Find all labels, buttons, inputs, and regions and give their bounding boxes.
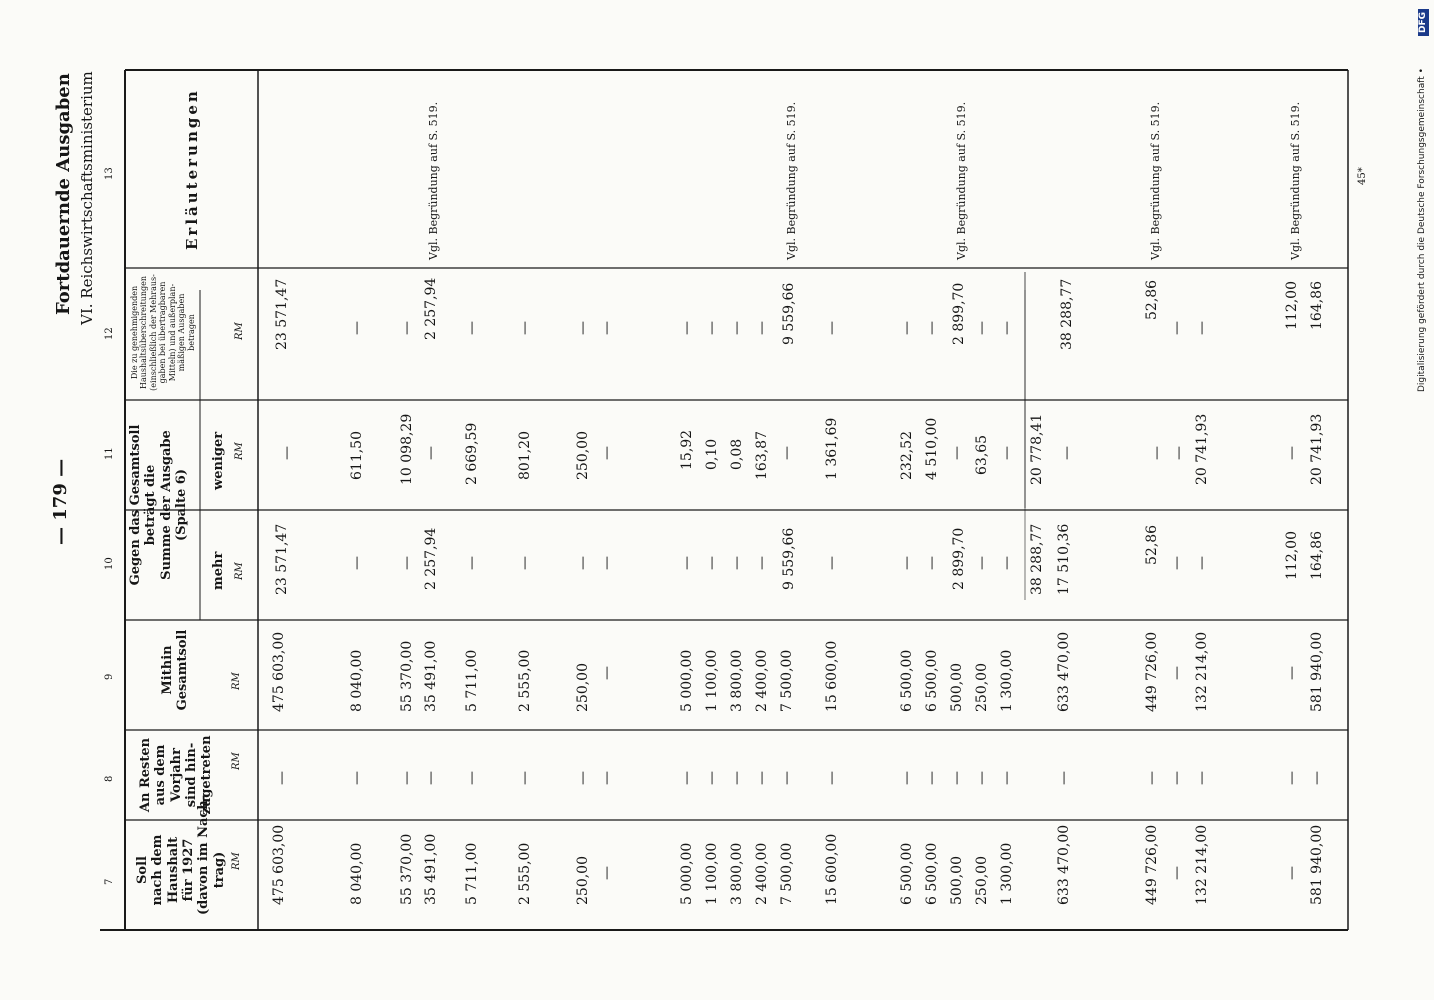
cell-col8: — xyxy=(704,771,720,785)
cell-col8: — xyxy=(349,771,365,785)
cell-col8: — xyxy=(1284,771,1300,785)
cell-col10: — xyxy=(754,556,770,570)
cell-col7: 2 400,00 xyxy=(754,842,770,905)
cell-col9: 5 000,00 xyxy=(679,649,695,712)
cell-col12: — xyxy=(824,321,840,335)
cell-col7: 250,00 xyxy=(575,856,591,905)
cell-col8: — xyxy=(399,771,415,785)
cell-col7: 1 100,00 xyxy=(704,842,720,905)
cell-col12: 38 288,77 xyxy=(1059,278,1075,350)
cell-col7: 8 040,00 xyxy=(349,842,365,905)
cell-col7: 2 555,00 xyxy=(517,842,533,905)
cell-col11: 15,92 xyxy=(679,429,695,470)
cell-col12: 164,86 xyxy=(1309,281,1325,330)
cell-col10: — xyxy=(349,556,365,570)
cell-col12: 23 571,47 xyxy=(274,278,290,350)
cell-col12: — xyxy=(974,321,990,335)
column-number-13: 13 xyxy=(104,167,115,180)
cell-col11: 801,20 xyxy=(517,431,533,480)
note-begruendung: Vgl. Begründung auf S. 519. xyxy=(785,101,798,260)
cell-col10: 23 571,47 xyxy=(274,523,290,595)
cell-col7: 581 940,00 xyxy=(1309,824,1325,905)
cell-col9: 2 555,00 xyxy=(517,649,533,712)
cell-col11: 20 778,41 xyxy=(1029,413,1045,485)
header-ueberschreitungen: Die zu genehmigenden Haushaltsüberschreitungen (einschließlich der Mehraus- gaben bei übertragbaren Mitteln) und außerplan- mäßigen Ausgaben betragen xyxy=(130,274,196,391)
cell-col7: 6 500,00 xyxy=(899,842,915,905)
cell-col8: — xyxy=(949,771,965,785)
cell-col7: 5 000,00 xyxy=(679,842,695,905)
cell-col8: — xyxy=(274,771,290,785)
cell-col7: — xyxy=(1284,866,1300,880)
cell-col7: 250,00 xyxy=(974,856,990,905)
cell-col8: — xyxy=(729,771,745,785)
cell-col8: — xyxy=(779,771,795,785)
cell-col9: 5 711,00 xyxy=(464,649,480,712)
cell-col11: — xyxy=(1149,446,1165,460)
column-number-12: 12 xyxy=(104,327,115,340)
cell-col11: 10 098,29 xyxy=(399,413,415,485)
cell-col10: — xyxy=(729,556,745,570)
cell-col12: — xyxy=(999,321,1015,335)
cell-col9: 633 470,00 xyxy=(1056,631,1072,712)
cell-col10: — xyxy=(704,556,720,570)
cell-col10: 17 510,36 xyxy=(1056,523,1072,595)
cell-col10: — xyxy=(399,556,415,570)
cell-col10: — xyxy=(974,556,990,570)
cell-col11: 2 669,59 xyxy=(464,422,480,485)
cell-col10: 52,86 xyxy=(1144,524,1160,565)
cell-col12: — xyxy=(575,321,591,335)
cell-col10: 164,86 xyxy=(1309,531,1325,580)
cell-col10: 2 899,70 xyxy=(951,527,967,590)
cell-col11: — xyxy=(1059,446,1075,460)
cell-col9: 35 491,00 xyxy=(423,640,439,712)
cell-col8: — xyxy=(599,771,615,785)
cell-col10: — xyxy=(1194,556,1210,570)
cell-col8: — xyxy=(1144,771,1160,785)
cell-col11: 0,08 xyxy=(729,438,745,470)
cell-col8: — xyxy=(754,771,770,785)
cell-col8: — xyxy=(899,771,915,785)
cell-col9: 132 214,00 xyxy=(1194,631,1210,712)
cell-col11: — xyxy=(1284,446,1300,460)
cell-col9: 7 500,00 xyxy=(779,649,795,712)
column-number-11: 11 xyxy=(104,447,115,460)
column-number-9: 9 xyxy=(104,673,115,680)
cell-col10: — xyxy=(517,556,533,570)
cell-col11: — xyxy=(279,446,295,460)
cell-col7: 15 600,00 xyxy=(824,833,840,905)
note-begruendung: Vgl. Begründung auf S. 519. xyxy=(955,101,968,260)
cell-col9: 6 500,00 xyxy=(899,649,915,712)
cell-col9: 1 100,00 xyxy=(704,649,720,712)
cell-col7: 1 300,00 xyxy=(999,842,1015,905)
cell-col7: — xyxy=(599,866,615,880)
unit-label-8: RM xyxy=(231,752,242,770)
footnote-mark: 45* xyxy=(1357,167,1368,185)
cell-col9: 581 940,00 xyxy=(1309,631,1325,712)
dfg-logo: DFG xyxy=(1418,9,1429,36)
cell-col8: — xyxy=(999,771,1015,785)
column-number-8: 8 xyxy=(104,775,115,782)
unit-label-9: RM xyxy=(231,672,242,690)
cell-col11: — xyxy=(423,446,439,460)
header-mehr: mehr xyxy=(211,551,226,590)
cell-col8: — xyxy=(679,771,695,785)
digitization-note: Digitalisierung gefördert durch die Deutsche Forschungsgemeinschaft • xyxy=(1417,68,1427,392)
cell-col11: 20 741,93 xyxy=(1309,413,1325,485)
cell-col11: — xyxy=(779,446,795,460)
cell-col7: 35 491,00 xyxy=(423,833,439,905)
cell-col8: — xyxy=(1194,771,1210,785)
note-begruendung: Vgl. Begründung auf S. 519. xyxy=(427,101,440,260)
cell-col8: — xyxy=(1169,771,1185,785)
cell-col10: — xyxy=(1169,556,1185,570)
cell-col7: 475 603,00 xyxy=(271,824,287,905)
unit-label-10: RM xyxy=(234,562,245,580)
cell-col11: — xyxy=(599,446,615,460)
cell-col12: — xyxy=(924,321,940,335)
cell-col8: — xyxy=(1309,771,1325,785)
unit-label-12: RM xyxy=(234,322,245,340)
cell-col7: 449 726,00 xyxy=(1144,824,1160,905)
cell-col10: 38 288,77 xyxy=(1029,523,1045,595)
cell-col12: — xyxy=(1169,321,1185,335)
cell-col12: — xyxy=(517,321,533,335)
cell-col8: — xyxy=(1056,771,1072,785)
cell-col11: — xyxy=(1171,446,1187,460)
cell-col11: 0,10 xyxy=(704,438,720,470)
ministry-title: VI. Reichswirtschaftsministerium xyxy=(78,71,96,325)
cell-col8: — xyxy=(824,771,840,785)
cell-col8: — xyxy=(974,771,990,785)
cell-col10: — xyxy=(999,556,1015,570)
cell-col9: 250,00 xyxy=(974,663,990,712)
cell-col12: — xyxy=(349,321,365,335)
unit-label-7: RM xyxy=(231,852,242,870)
cell-col9: 1 300,00 xyxy=(999,649,1015,712)
header-gesamtsoll: Mithin Gesamtsoll xyxy=(160,629,191,711)
cell-col10: — xyxy=(824,556,840,570)
cell-col12: 2 257,94 xyxy=(423,277,439,340)
cell-col10: — xyxy=(899,556,915,570)
cell-col12: — xyxy=(754,321,770,335)
cell-col12: — xyxy=(464,321,480,335)
cell-col7: 7 500,00 xyxy=(779,842,795,905)
note-begruendung: Vgl. Begründung auf S. 519. xyxy=(1289,101,1302,260)
cell-col10: — xyxy=(575,556,591,570)
cell-col9: 55 370,00 xyxy=(399,640,415,712)
cell-col7: 3 800,00 xyxy=(729,842,745,905)
cell-col12: 2 899,70 xyxy=(951,282,967,345)
cell-col9: — xyxy=(1169,666,1185,680)
cell-col12: — xyxy=(1194,321,1210,335)
cell-col7: 6 500,00 xyxy=(924,842,940,905)
cell-col8: — xyxy=(575,771,591,785)
cell-col10: 2 257,94 xyxy=(423,527,439,590)
cell-col7: 5 711,00 xyxy=(464,842,480,905)
cell-col9: 2 400,00 xyxy=(754,649,770,712)
cell-col10: 9 559,66 xyxy=(781,527,797,590)
cell-col11: — xyxy=(949,446,965,460)
unit-label-11: RM xyxy=(234,442,245,460)
cell-col10: — xyxy=(464,556,480,570)
cell-col8: — xyxy=(464,771,480,785)
cell-col12: — xyxy=(679,321,695,335)
cell-col7: — xyxy=(1169,866,1185,880)
cell-col10: — xyxy=(679,556,695,570)
cell-col8: — xyxy=(924,771,940,785)
cell-col12: 112,00 xyxy=(1284,281,1300,330)
cell-col9: — xyxy=(1284,666,1300,680)
cell-col10: 112,00 xyxy=(1284,531,1300,580)
header-weniger: weniger xyxy=(211,431,226,490)
cell-col11: 250,00 xyxy=(575,431,591,480)
cell-col9: 449 726,00 xyxy=(1144,631,1160,712)
cell-col12: — xyxy=(899,321,915,335)
cell-col9: 3 800,00 xyxy=(729,649,745,712)
cell-col12: 9 559,66 xyxy=(781,282,797,345)
header-erlaeuterungen: Erläuterungen xyxy=(183,88,201,250)
header-reste: An Resten aus dem Vorjahr sind hin- zugetreten xyxy=(138,735,215,815)
cell-col11: 20 741,93 xyxy=(1194,413,1210,485)
cell-col10: — xyxy=(599,556,615,570)
header-soll: Soll nach dem Haushalt für 1927 (davon im Nach- trag) xyxy=(135,794,227,915)
cell-col12: — xyxy=(599,321,615,335)
cell-col9: 15 600,00 xyxy=(824,640,840,712)
column-number-10: 10 xyxy=(104,557,115,570)
cell-col7: 132 214,00 xyxy=(1194,824,1210,905)
column-number-7: 7 xyxy=(104,878,115,885)
cell-col11: 232,52 xyxy=(899,431,915,480)
cell-col11: 1 361,69 xyxy=(824,417,840,480)
cell-col9: 250,00 xyxy=(575,663,591,712)
cell-col11: 63,65 xyxy=(974,434,990,475)
cell-col9: 500,00 xyxy=(949,663,965,712)
cell-col12: — xyxy=(399,321,415,335)
cell-col9: 475 603,00 xyxy=(271,631,287,712)
cell-col9: — xyxy=(599,666,615,680)
cell-col7: 500,00 xyxy=(949,856,965,905)
cell-col12: — xyxy=(729,321,745,335)
page-number: — 179 — xyxy=(50,458,71,545)
cell-col9: 8 040,00 xyxy=(349,649,365,712)
page-title: Fortdauernde Ausgaben xyxy=(53,73,74,315)
cell-col7: 55 370,00 xyxy=(399,833,415,905)
cell-col8: — xyxy=(517,771,533,785)
cell-col10: — xyxy=(924,556,940,570)
cell-col7: 633 470,00 xyxy=(1056,824,1072,905)
note-begruendung: Vgl. Begründung auf S. 519. xyxy=(1149,101,1162,260)
header-gegen-gesamtsoll: Gegen das Gesamtsoll beträgt die Summe der Ausgabe (Spalte 6) xyxy=(128,424,189,586)
cell-col11: 4 510,00 xyxy=(924,417,940,480)
cell-col12: — xyxy=(704,321,720,335)
cell-col11: 611,50 xyxy=(349,431,365,480)
cell-col9: 6 500,00 xyxy=(924,649,940,712)
cell-col8: — xyxy=(423,771,439,785)
cell-col11: — xyxy=(999,446,1015,460)
cell-col11: 163,87 xyxy=(754,431,770,480)
cell-col12: 52,86 xyxy=(1144,279,1160,320)
